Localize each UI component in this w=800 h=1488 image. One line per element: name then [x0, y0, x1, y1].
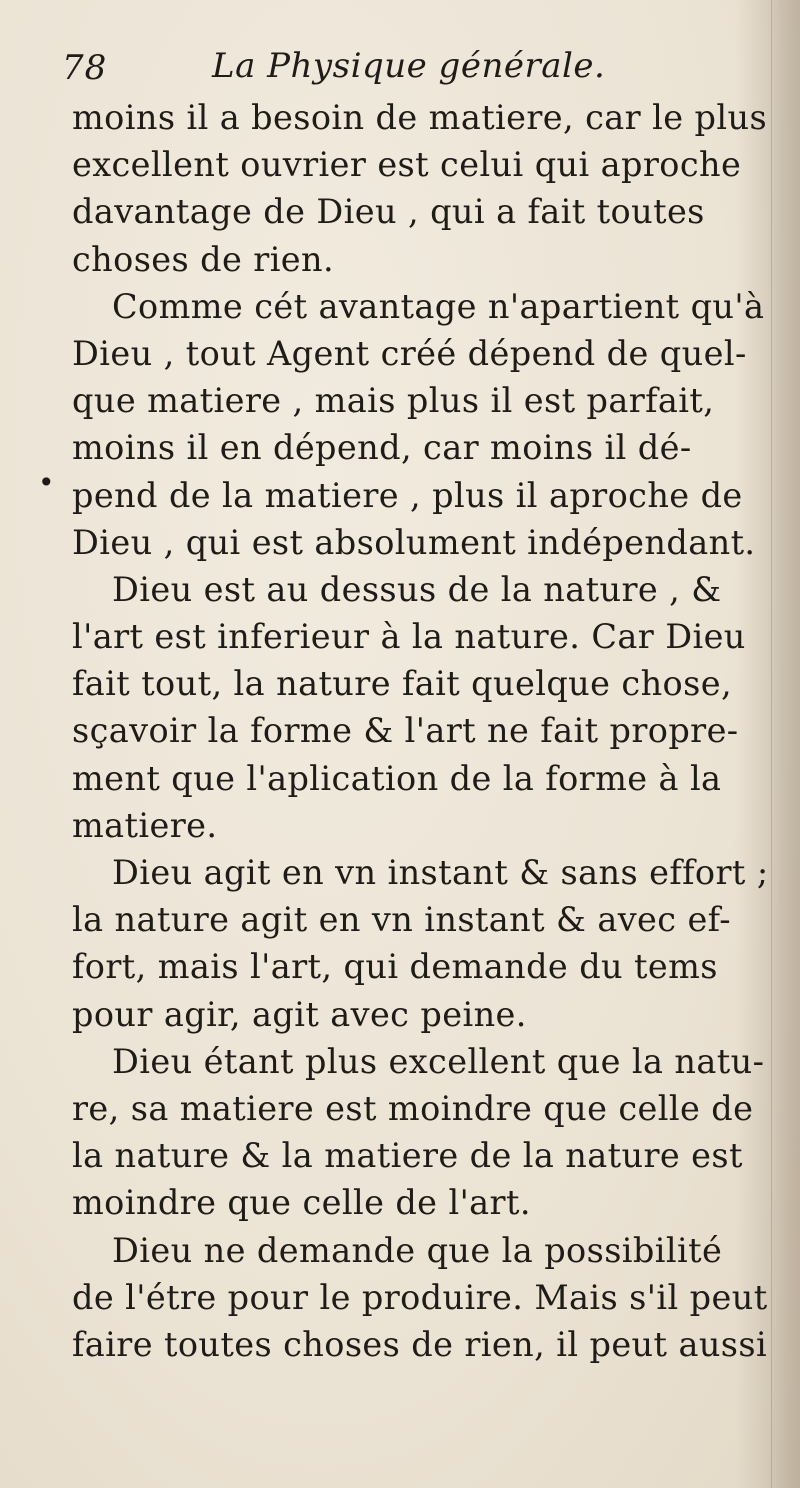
page-edge	[771, 0, 800, 1488]
text-line: moins il a besoin de matiere, car le plus	[72, 98, 768, 137]
text-line: la nature agit en vn instant & avec ef-	[72, 900, 732, 940]
text-line: Dieu , qui est absolument indépendant.	[72, 522, 756, 562]
text-line: Dieu , tout Agent créé dépend de quel-	[72, 333, 747, 373]
text-line: fort, mais l'art, qui demande du tems	[72, 947, 718, 987]
running-title: La Physique générale.	[212, 46, 606, 86]
text-line: Dieu est au dessus de la nature , &	[112, 569, 722, 609]
text-line: la nature & la matiere de la nature est	[72, 1136, 743, 1176]
margin-dot: •	[38, 466, 55, 499]
text-line: que matiere , mais plus il est parfait,	[72, 381, 715, 421]
text-line: fait tout, la nature fait quelque chose,	[72, 664, 732, 704]
text-line: Dieu agit en vn instant & sans effort ;	[112, 853, 769, 892]
text-line: sçavoir la forme & l'art ne fait propre-	[72, 711, 739, 751]
text-line: l'art est inferieur à la nature. Car Dieu	[72, 617, 746, 657]
page-header	[62, 44, 762, 100]
text-line: faire toutes choses de rien, il peut aussi	[72, 1324, 768, 1364]
text-line: choses de rien.	[72, 239, 335, 279]
body-text	[72, 94, 769, 1368]
text-line: matiere.	[72, 805, 218, 845]
text-line: moindre que celle de l'art.	[72, 1183, 531, 1223]
text-line: moins il en dépend, car moins il dé-	[72, 428, 692, 468]
text-line: excellent ouvrier est celui qui aproche	[72, 145, 742, 185]
text-line: pend de la matiere , plus il aproche de	[72, 475, 743, 515]
text-line: Dieu étant plus excellent que la natu-	[112, 1041, 765, 1081]
text-line: ment que l'aplication de la forme à la	[72, 758, 722, 798]
text-line: Dieu ne demande que la possibilité	[112, 1230, 723, 1270]
text-line: Comme cét avantage n'apartient qu'à	[112, 286, 765, 326]
text-line: pour agir, agit avec peine.	[72, 994, 527, 1034]
text-line: de l'étre pour le produire. Mais s'il peut	[72, 1277, 768, 1317]
page-number: 78	[62, 48, 108, 88]
text-line: davantage de Dieu , qui a fait toutes	[72, 192, 705, 232]
text-line: re, sa matiere est moindre que celle de	[72, 1088, 754, 1128]
